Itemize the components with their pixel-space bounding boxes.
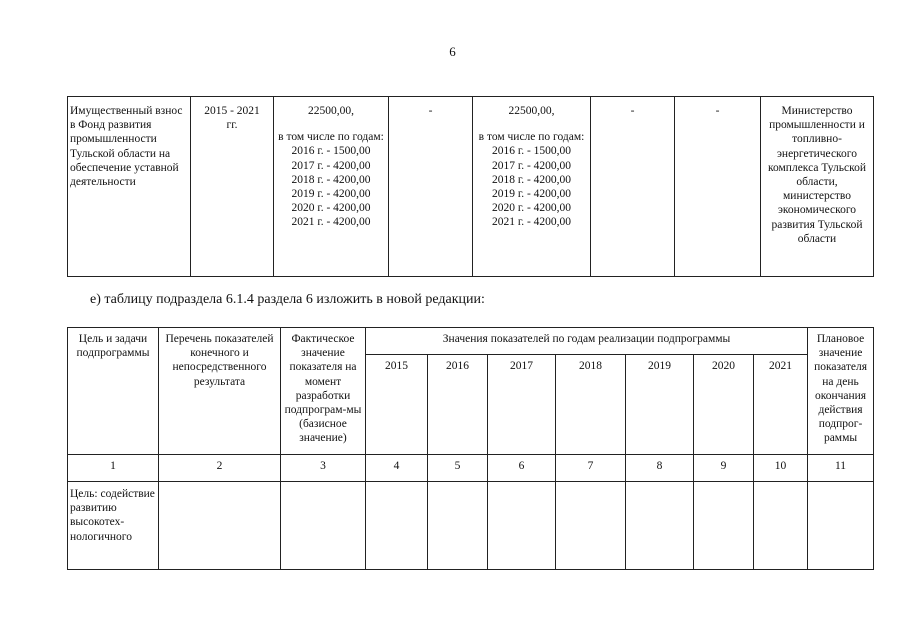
column-number: 11 [808,455,874,482]
empty-cell [281,482,366,570]
table-row [68,482,874,570]
column-number: 1 [68,455,159,482]
total-sub: в том числе по годам: [478,131,585,144]
year-amount: 2020 г. - 4200,00 [291,202,371,215]
header-year: 2018 [556,355,626,455]
goal-cell: Цель: содействие развитию высокотех-нологичного [68,482,159,570]
header-values-by-year: Значения показателей по годам реализации подпрограммы [366,328,808,355]
total-cell [473,97,591,277]
header-year: 2015 [366,355,428,455]
column-number: 5 [428,455,488,482]
column-numbers-row [68,455,874,482]
year-amount: 2019 г. - 4200,00 [291,188,371,201]
period-cell [191,97,274,277]
header-actual-value: Фактическое значение показателя на момент разработки подпрограм-мы (базисное значение) [281,328,366,455]
column-number: 7 [556,455,626,482]
empty-cell [366,482,428,570]
year-amount: 2018 г. - 4200,00 [291,173,371,186]
header-year: 2020 [694,355,754,455]
period-line: 2015 - 2021 [204,105,260,117]
financing-table [67,96,874,277]
year-amount: 2016 г. - 1500,00 [491,145,572,158]
page-number: 6 [449,44,456,59]
dash-cell: - [389,97,473,277]
period-line: гг. [226,119,238,132]
year-amount: 2021 г. - 4200,00 [491,216,572,229]
header-indicators-list: Перечень показателей конечного и непосредственного результата [159,328,281,455]
column-number: 9 [694,455,754,482]
column-number: 8 [626,455,694,482]
empty-cell [694,482,754,570]
year-amount: 2017 г. - 4200,00 [291,159,371,172]
empty-cell [556,482,626,570]
header-year: 2017 [488,355,556,455]
instruction-paragraph: е) таблицу подраздела 6.1.4 раздела 6 изложить в новой редакции: [90,292,485,307]
total-amount: 22500,00, [308,105,354,117]
total-sub: в том числе по годам: [278,131,384,144]
dash-cell: - [591,97,675,277]
executor-cell: Министерство промышленности и топливно-энергетического комплекса Тульской области, министерство экономического развития Тульской области [761,97,874,277]
table-header-row [68,328,874,355]
indicators-table [67,327,874,570]
year-amount: 2019 г. - 4200,00 [491,188,572,201]
column-number: 3 [281,455,366,482]
empty-cell [808,482,874,570]
year-amount: 2017 г. - 4200,00 [491,159,572,172]
dash-cell: - [675,97,761,277]
column-number: 2 [159,455,281,482]
year-amount: 2016 г. - 1500,00 [291,145,371,158]
header-year: 2019 [626,355,694,455]
empty-cell [159,482,281,570]
year-amount: 2020 г. - 4200,00 [491,202,572,215]
header-year: 2021 [754,355,808,455]
column-number: 6 [488,455,556,482]
measure-name-cell: Имущественный взнос в Фонд развития промышленности Тульской области на обеспечение уставной деятельности [68,97,191,277]
empty-cell [428,482,488,570]
empty-cell [754,482,808,570]
year-amount: 2018 г. - 4200,00 [491,173,572,186]
total-cell [274,97,389,277]
empty-cell [488,482,556,570]
total-amount: 22500,00, [508,105,555,117]
header-planned-value: Плановое значение показателя на день окончания действия подпрог-раммы [808,328,874,455]
year-amount: 2021 г. - 4200,00 [291,216,371,229]
table-row [68,97,874,277]
column-number: 4 [366,455,428,482]
empty-cell [626,482,694,570]
column-number: 10 [754,455,808,482]
header-goal: Цель и задачи подпрограммы [68,328,159,455]
header-year: 2016 [428,355,488,455]
